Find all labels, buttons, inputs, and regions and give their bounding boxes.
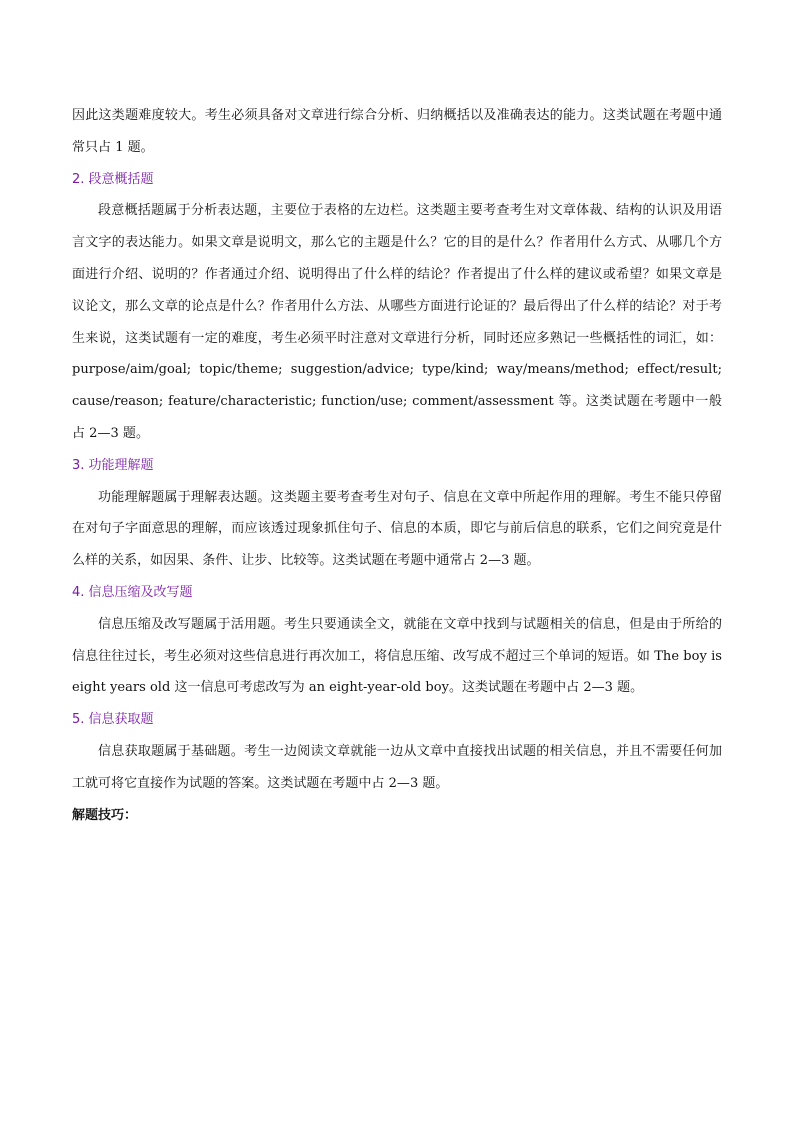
section-heading-5: 5. 信息获取题: [72, 712, 154, 728]
section-body-3: 功能理解题属于理解表达题。这类题主要考查考生对句子、信息在文章中所起作用的理解。考生不能只停留在对句子字面意思的理解，而应该透过现象抓住句子、信息的本质，即它与前后信息的联系，它们之间究竟是什么样的关系，如因果、条件、让步、比较等。这类试题在考题中通常占 2—3 题。: [72, 489, 722, 569]
intro-paragraph: 因此这类题难度较大。考生必须具备对文章进行综合分析、归纳概括以及准确表达的能力。这类试题在考题中通常只占 1 题。: [72, 108, 722, 155]
section-heading-3: 3. 功能理解题: [72, 457, 154, 473]
section-heading-2: 2. 段意概括题: [72, 171, 154, 187]
section-heading-4: 4. 信息压缩及改写题: [72, 584, 193, 600]
section-body-4: 信息压缩及改写题属于活用题。考生只要通读全文，就能在文章中找到与试题相关的信息，但是由于所给的信息往往过长，考生必须对这些信息进行再次加工，将信息压缩、改写成不超过三个单词的短语。如 The boy is eight years old 这一信息可考虑改写为 an eight-year-old boy。这类试题在考题中占 2—3 题。: [72, 616, 722, 696]
document-content: [72, 100, 722, 831]
section-body-2: 段意概括题属于分析表达题，主要位于表格的左边栏。这类题主要考查考生对文章体裁、结构的认识及用语言文字的表达能力。如果文章是说明文，那么它的主题是什么？它的目的是什么？作者用什么方式、从哪几个方面进行介绍、说明的？作者通过介绍、说明得出了什么样的结论？作者提出了什么样的建议或希望？如果文章是议论文，那么文章的论点是什么？作者用什么方法、从哪些方面进行论证的？最后得出了什么样的结论？对于考生来说，这类试题有一定的难度，考生必须平时注意对文章进行分析，同时还应多熟记一些概括性的词汇，如：purpose/aim/goal; topic/theme; suggestion/advice; type/kind; way/means/method; effect/result; cause/reason; feature/characteristic; function/use; comment/assessment 等。这类试题在考题中一般占 2—3 题。: [72, 203, 722, 441]
section-body-5: 信息获取题属于基础题。考生一边阅读文章就能一边从文章中直接找出试题的相关信息，并且不需要任何加工就可将它直接作为试题的答案。这类试题在考题中占 2—3 题。: [72, 743, 722, 791]
solution-tips-label: 解题技巧：: [72, 807, 138, 823]
